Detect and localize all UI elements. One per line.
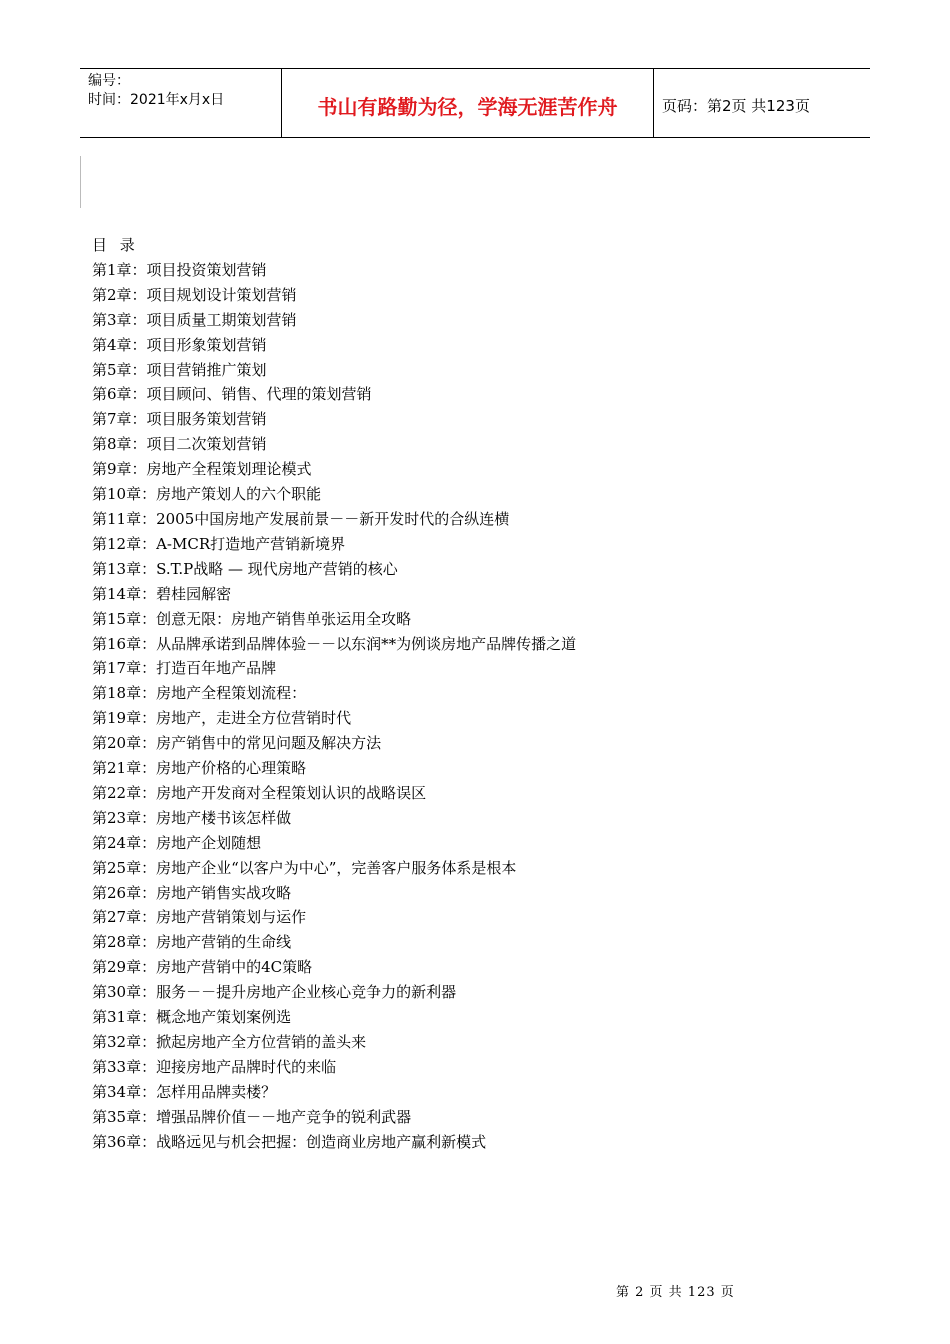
toc-item: 第33章：迎接房地产品牌时代的来临 xyxy=(92,1057,337,1076)
header-page-info: 页码：第2页 共123页 xyxy=(662,96,810,115)
toc-item: 第36章：战略远见与机会把握：创造商业房地产赢利新模式 xyxy=(92,1132,487,1151)
table-of-contents xyxy=(92,233,892,1155)
toc-item: 第5章：项目营销推广策划 xyxy=(92,360,267,379)
toc-item: 第28章：房地产营销的生命线 xyxy=(92,933,292,952)
document-time-label: 时间：2021年x月x日 xyxy=(88,92,225,108)
toc-item: 第29章：房地产营销中的4C策略 xyxy=(92,958,313,977)
toc-item: 第21章：房地产价格的心理策略 xyxy=(92,759,307,778)
toc-item: 第27章：房地产营销策划与运作 xyxy=(92,908,307,927)
header-motto: 书山有路勤为径，学海无涯苦作舟 xyxy=(282,69,654,137)
toc-list xyxy=(92,258,892,1155)
toc-item: 第1章：项目投资策划营销 xyxy=(92,260,267,279)
toc-item: 第30章：服务－－提升房地产企业核心竞争力的新利器 xyxy=(92,983,457,1002)
toc-item: 第2章：项目规划设计策划营销 xyxy=(92,285,297,304)
toc-item: 第7章：项目服务策划营销 xyxy=(92,410,267,429)
header-meta xyxy=(80,69,282,137)
toc-item: 第8章：项目二次策划营销 xyxy=(92,435,267,454)
toc-item: 第26章：房地产销售实战攻略 xyxy=(92,883,292,902)
toc-title: 目 录 xyxy=(92,236,139,254)
toc-item: 第35章：增强品牌价值－－地产竞争的锐利武器 xyxy=(92,1107,412,1126)
toc-item: 第11章：2005中国房地产发展前景－－新开发时代的合纵连横 xyxy=(92,509,510,528)
toc-item: 第13章：S.T.P战略 — 现代房地产营销的核心 xyxy=(92,559,398,578)
toc-item: 第22章：房地产开发商对全程策划认识的战略误区 xyxy=(92,783,427,802)
toc-item: 第23章：房地产楼书该怎样做 xyxy=(92,808,292,827)
toc-item: 第6章：项目顾问、销售、代理的策划营销 xyxy=(92,385,372,404)
toc-item: 第14章：碧桂园解密 xyxy=(92,584,232,603)
page-header xyxy=(80,68,870,138)
document-number-label: 编号： xyxy=(88,73,130,89)
toc-item: 第4章：项目形象策划营销 xyxy=(92,335,267,354)
toc-item: 第12章：A-MCR打造地产营销新境界 xyxy=(92,534,346,553)
toc-item: 第16章：从品牌承诺到品牌体验－－以东润**为例谈房地产品牌传播之道 xyxy=(92,634,577,653)
toc-item: 第32章：掀起房地产全方位营销的盖头来 xyxy=(92,1033,367,1051)
toc-item: 第17章：打造百年地产品牌 xyxy=(92,659,277,678)
toc-item: 第31章：概念地产策划案例选 xyxy=(92,1008,292,1027)
page-footer: 第 2 页 共 123 页 xyxy=(616,1285,735,1300)
toc-item: 第24章：房地产企划随想 xyxy=(92,833,262,852)
toc-item: 第9章：房地产全程策划理论模式 xyxy=(92,460,312,479)
toc-item: 第18章：房地产全程策划流程： xyxy=(92,684,307,703)
toc-item: 第34章：怎样用品牌卖楼？ xyxy=(92,1082,277,1101)
toc-item: 第3章：项目质量工期策划营销 xyxy=(92,310,297,329)
toc-item: 第20章：房产销售中的常见问题及解决方法 xyxy=(92,734,382,753)
toc-item: 第15章：创意无限：房地产销售单张运用全攻略 xyxy=(92,609,412,628)
margin-line xyxy=(80,156,81,208)
toc-item: 第19章：房地产，走进全方位营销时代 xyxy=(92,709,352,728)
toc-item: 第25章：房地产企业“以客户为中心”，完善客户服务体系是根本 xyxy=(92,858,517,877)
toc-item: 第10章：房地产策划人的六个职能 xyxy=(92,485,322,504)
